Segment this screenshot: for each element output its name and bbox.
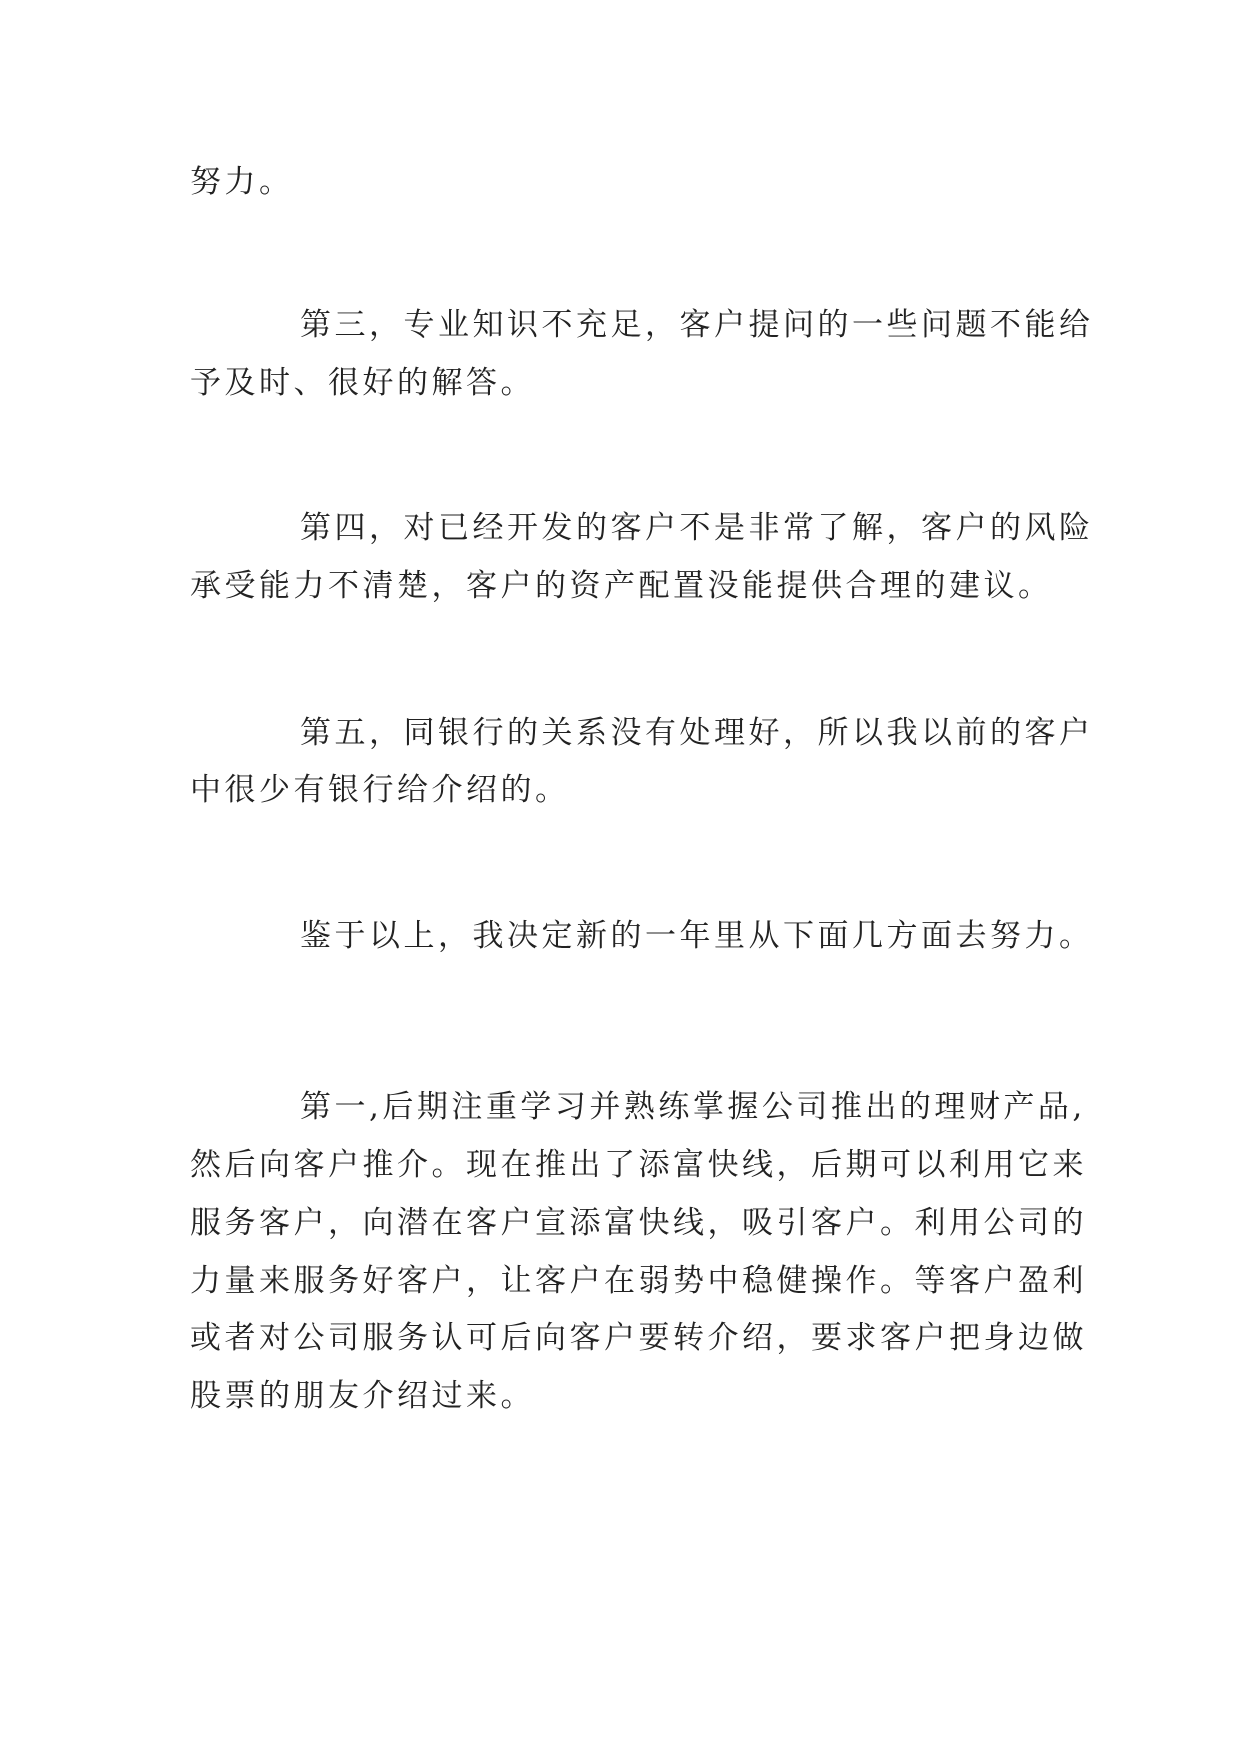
- paragraph-plan-one-line-1: 第一,后期注重学习并熟练掌握公司推出的理财产品,: [300, 1089, 1086, 1125]
- paragraph-summary-line: 鉴于以上，我决定新的一年里从下面几方面去努力。: [300, 918, 1094, 954]
- paragraph-point-five-line-1: 第五，同银行的关系没有处理好，所以我以前的客户: [300, 715, 1094, 751]
- paragraph-continuation-line: 努力。: [190, 164, 294, 200]
- paragraph-plan-one-line-5: 或者对公司服务认可后向客户要转介绍，要求客户把身边做: [190, 1320, 1087, 1356]
- paragraph-plan-one-line-6: 股票的朋友介绍过来。: [190, 1378, 535, 1414]
- paragraph-plan-one-line-3: 服务客户，向潜在客户宣添富快线，吸引客户。利用公司的: [190, 1205, 1087, 1241]
- paragraph-point-five-line-2: 中很少有银行给介绍的。: [190, 772, 570, 808]
- paragraph-plan-one-line-4: 力量来服务好客户，让客户在弱势中稳健操作。等客户盈利: [190, 1263, 1087, 1299]
- paragraph-point-three-line-1: 第三，专业知识不充足，客户提问的一些问题不能给: [300, 307, 1094, 343]
- paragraph-plan-one-line-2: 然后向客户推介。现在推出了添富快线，后期可以利用它来: [190, 1147, 1087, 1183]
- paragraph-point-four-line-1: 第四，对已经开发的客户不是非常了解，客户的风险: [300, 510, 1094, 546]
- paragraph-point-four-line-2: 承受能力不清楚，客户的资产配置没能提供合理的建议。: [190, 568, 1053, 604]
- paragraph-point-three-line-2: 予及时、很好的解答。: [190, 365, 535, 401]
